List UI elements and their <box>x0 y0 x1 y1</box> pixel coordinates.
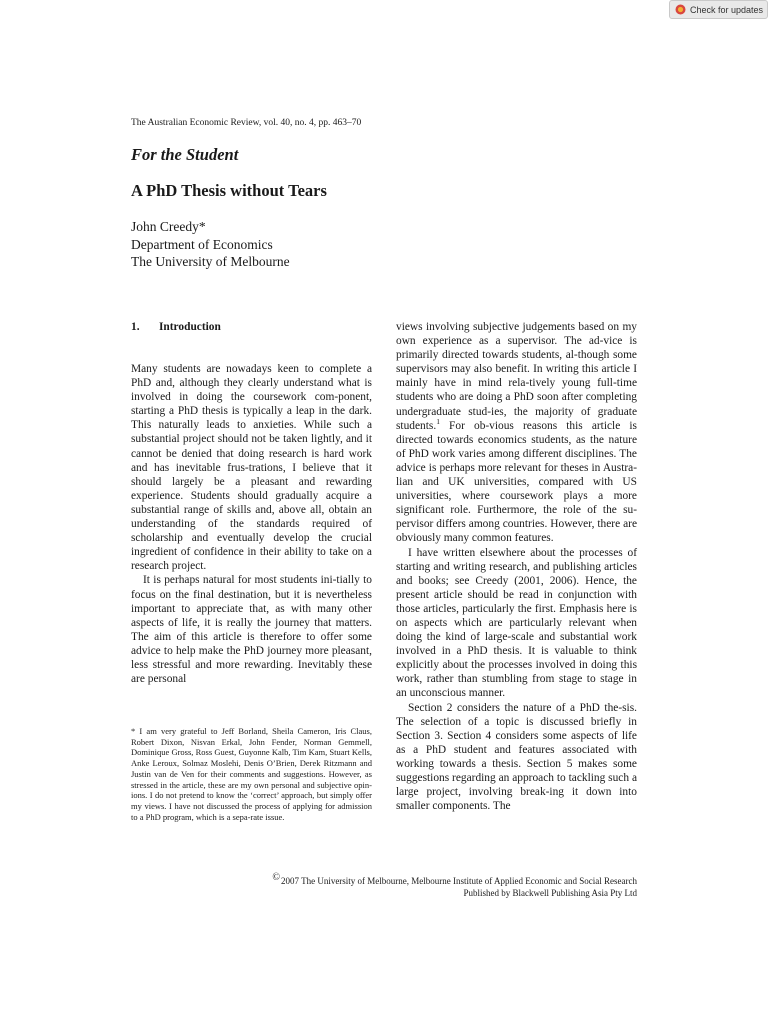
publisher-line: Published by Blackwell Publishing Asia Pty Ltd <box>463 888 637 898</box>
paragraph <box>396 320 637 546</box>
author-block <box>131 218 290 271</box>
article-title: A PhD Thesis without Tears <box>131 181 327 200</box>
right-column <box>396 320 637 813</box>
section-number: 1. <box>131 321 140 333</box>
author-name: John Creedy* <box>131 219 206 234</box>
check-for-updates-button[interactable] <box>669 0 768 19</box>
copyright-line: 2007 The University of Melbourne, Melbourne Institute of Applied Economic and Social Research <box>280 876 637 886</box>
paragraph-text: views involving subjective judgements based on my own experience as a supervisor. The ad-vice is primarily directed towards students, al-though some supervisors may also benefit. In writing this article I mainly have in mind rela-tively young full-time students who are doing a PhD soon after completing undergraduate stud-ies, the majority of graduate students. <box>396 321 637 432</box>
author-university: The University of Melbourne <box>131 254 290 269</box>
check-updates-icon <box>675 4 686 15</box>
paragraph-text: For ob-vious reasons this article is directed towards economics students, as the nature of PhD work varies among different disciplines. The advice is perhaps more relevant for theses in Austra-lian and UK universities, compared with US universities, where coursework plays a more significant role. Furthermore, the role of the su-pervisor differs among countries. However, there are obviously many common features. <box>396 419 637 545</box>
left-column <box>131 320 372 686</box>
paragraph: It is perhaps natural for most students ini-tially to focus on the final destination, but it is nevertheless important to appreciate that, as with many other aspects of life, it is really the journey that matters. The aim of this article is therefore to offer some advice to help make the PhD journey more pleasant, less stressful and more rewarding. Inevitably these are personal <box>131 574 372 686</box>
footnote-marker: 1 <box>436 416 440 426</box>
section-heading-text: Introduction <box>159 321 221 333</box>
footnote: * I am very grateful to Jeff Borland, Sheila Cameron, Iris Claus, Robert Dixon, Nisvan Erkal, John Fender, Norman Gemmell, Dominique Gross, Ross Guest, Guyonne Kalb, Tim Kam, Stuart Kells, Anke Leroux, Solmaz Moslehi, Denis O’Brien, Derek Ritzmann and Justin van de Ven for their comments and suggestions. However, as stressed in the article, these are my own personal and subjective opin-ions. I do not pretend to know the ‘correct’ approach, but simply offer my views. I have not discussed the process of applying for admission to a PhD program, which is a sepa-rate issue. <box>131 726 372 822</box>
section-heading <box>131 320 372 334</box>
copyright-symbol: © <box>272 872 280 883</box>
paragraph: I have written elsewhere about the processes of starting and writing research, and publishing articles and books; see Creedy (2001, 2006). Hence, the present article should be read in conjunction with those articles, particularly the first. Emphasis here is on aspects which are particularly relevant when doing the kind of large-scale and substantial work involved in a PhD thesis. It is valuable to think explicitly about the processes involved in doing this work, rather than stumbling from stage to stage in an unconscious manner. <box>396 546 637 700</box>
author-department: Department of Economics <box>131 236 273 252</box>
section-label: For the Student <box>131 145 239 164</box>
copyright-footer <box>131 872 637 899</box>
paragraph: Section 2 considers the nature of a PhD the-sis. The selection of a topic is discussed briefly in Section 3. Section 4 considers some aspects of life as a PhD student and features associated with working towards a thesis. Section 5 makes some suggestions regarding an approach to tackling such a large project, involving break-ing it down into smaller components. The <box>396 701 637 813</box>
check-for-updates-label: Check for updates <box>690 4 764 15</box>
paragraph: Many students are nowadays keen to complete a PhD and, although they clearly understand what is involved in doing the coursework com-ponent, starting a PhD thesis is typically a leap in the dark. This naturally leads to anxieties. While such a substantial project should not be taken lightly, and it cannot be denied that doing research is hard work and has inevitable frus-trations, I believe that it should largely be a pleasant and rewarding experience. Students should gradually acquire a substantial range of skills and, above all, obtain an understanding of the standards required of scholarship and eventually develop the crucial ingredient of confidence in their ability to take on a research project. <box>131 363 372 573</box>
journal-reference: The Australian Economic Review, vol. 40, no. 4, pp. 463–70 <box>131 118 362 128</box>
